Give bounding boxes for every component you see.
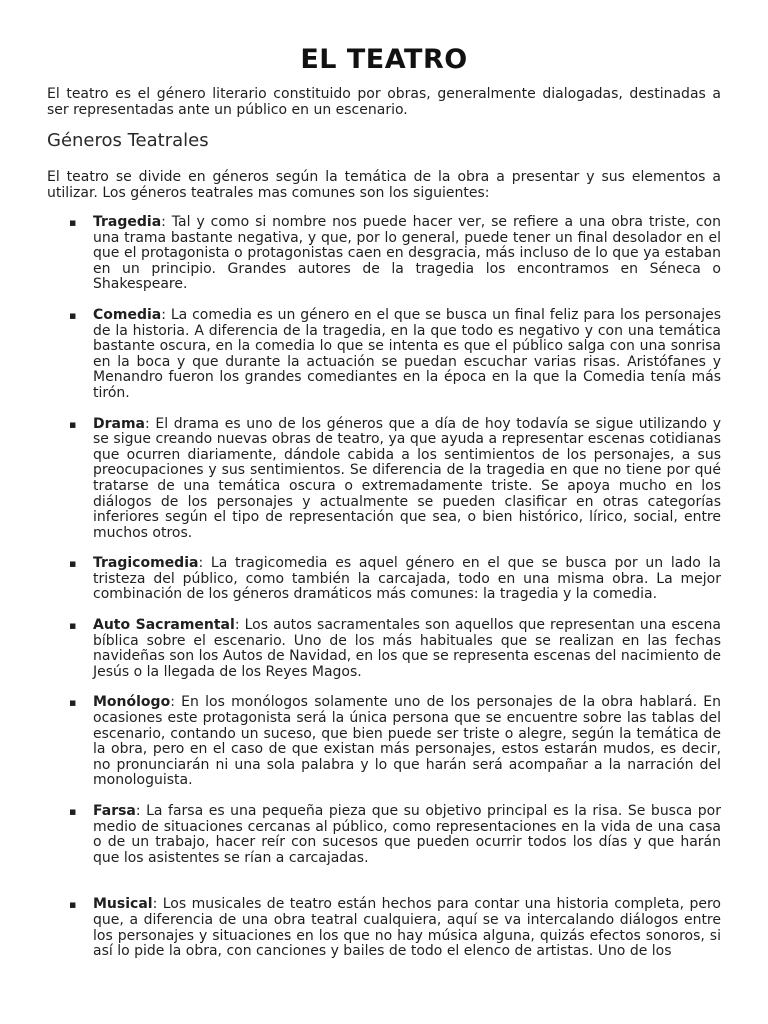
bullet-icon: ▪ bbox=[69, 619, 77, 633]
bullet-icon: ▪ bbox=[69, 557, 77, 571]
genre-item-drama bbox=[47, 417, 721, 542]
genre-term: Auto Sacramental bbox=[93, 617, 235, 634]
genre-description: : La tragicomedia es aquel género en el que se busca por un lado la tristeza del público, como también la carcajada, todo en una misma obra. La mejor combinación de los géneros dramáticos más comunes: la tragedia y la comedia. bbox=[93, 555, 721, 603]
genre-item-tragedia bbox=[47, 215, 721, 293]
genre-item-tragicomedia bbox=[47, 556, 721, 603]
genre-description: : El drama es uno de los géneros que a día de hoy todavía se sigue utilizando y se sigue creando nuevas obras de teatro, ya que ayuda a representar escenas cotidianas que ocurren diariamente, dándole cabida a los sentimientos de los personajes, a sus preocupaciones y sus sentimientos. Se diferencia de la tragedia en que no tiene por qué tratarse de una temática oscura o extremadamente triste. Se apoya mucho en los diálogos de los personajes y actualmente se pueden clasificar en otras categorías inferiores según el tipo de representación que sea, o bien histórico, lírico, social, entre muchos otros. bbox=[93, 415, 721, 541]
genre-term: Comedia bbox=[93, 306, 162, 323]
genre-description: : Tal y como si nombre nos puede hacer ver, se refiere a una obra triste, con una trama bastante negativa, y que, por lo general, puede tener un final desolador en el que el protagonista o protagonistas caen en desgracia, más incluso de lo que ya estaban en un principio. Grandes autores de la tragedia los encontramos en Séneca o Shakespeare. bbox=[93, 214, 721, 293]
section-heading: Géneros Teatrales bbox=[47, 130, 209, 151]
genre-item-musical bbox=[47, 897, 721, 959]
bullet-icon: ▪ bbox=[69, 216, 77, 229]
genre-description: : Los musicales de teatro están hechos para contar una historia completa, pero que, a diferencia de una obra teatral cualquiera, aquí se va intercalando diálogos entre los personajes y situaciones en los que no hay música alguna, quizás efectos sonoros, si así lo pide la obra, con canciones y bailes de todo el elenco de artistas. Uno de los bbox=[93, 896, 721, 960]
bullet-icon: ▪ bbox=[69, 696, 77, 710]
genre-item-auto-sacramental bbox=[47, 618, 721, 680]
genre-term: Tragicomedia bbox=[93, 555, 199, 572]
lead-paragraph: El teatro se divide en géneros según la temática de la obra a presentar y sus elementos a utilizar. Los géneros teatrales mas comunes son los siguientes: bbox=[47, 169, 721, 201]
genre-description: : La comedia es un género en el que se busca un final feliz para los personajes de la historia. A diferencia de la tragedia, en la que todo es negativo y con una temática bastante oscura, en la comedia lo que se intenta es que el público salga con una sonrisa en la boca y que durante la actuación se puedan escuchar varias risas. Aristófanes y Menandro fueron los grandes comediantes en la época en la que la Comedia tenía más tirón. bbox=[93, 306, 721, 401]
genre-item-farsa bbox=[47, 804, 721, 866]
bullet-icon: ▪ bbox=[69, 308, 77, 322]
bullet-icon: ▪ bbox=[69, 898, 77, 912]
genre-item-comedia bbox=[47, 308, 721, 402]
genre-description: : En los monólogos solamente uno de los personajes de la obra hablará. En ocasiones este protagonista será la única persona que se encuentre sobre las tablas del escenario, contando un suceso, que bien puede ser triste o alegre, según la temática de la obra, pero en el caso de que existan más personajes, estos estarán mudos, es decir, no pronunciarán ni una sola palabra y lo que harán será acompañar a la narración del monologuista. bbox=[93, 694, 721, 789]
bullet-icon: ▪ bbox=[69, 417, 77, 431]
genre-list bbox=[47, 215, 721, 960]
genre-description: : La farsa es una pequeña pieza que su objetivo principal es la risa. Se busca por medio de situaciones cercanas al público, como representaciones en la vida de una casa o de un trabajo, hacer reír con sucesos que pueden ocurrir todos los días y que harán que los asistentes se rían a carcajadas. bbox=[93, 803, 721, 866]
genre-term: Tragedia bbox=[93, 214, 162, 230]
intro-paragraph: El teatro es el género literario constituido por obras, generalmente dialogadas, destinadas a ser representadas ante un público en un escenario. bbox=[47, 86, 721, 118]
genre-term: Farsa bbox=[93, 803, 136, 819]
genre-description: : Los autos sacramentales son aquellos que representan una escena bíblica sobre el escenario. Uno de los más habituales que se realizan en las fechas navideñas son los Autos de Navidad, en los que se representa escenas del nacimiento de Jesús o la llegada de los Reyes Magos. bbox=[93, 617, 721, 680]
genre-term: Drama bbox=[93, 415, 146, 432]
page-title: EL TEATRO bbox=[300, 44, 468, 75]
genre-item-monologo bbox=[47, 695, 721, 789]
genre-term: Monólogo bbox=[93, 694, 171, 711]
genre-term: Musical bbox=[93, 896, 153, 913]
bullet-icon: ▪ bbox=[69, 805, 77, 818]
